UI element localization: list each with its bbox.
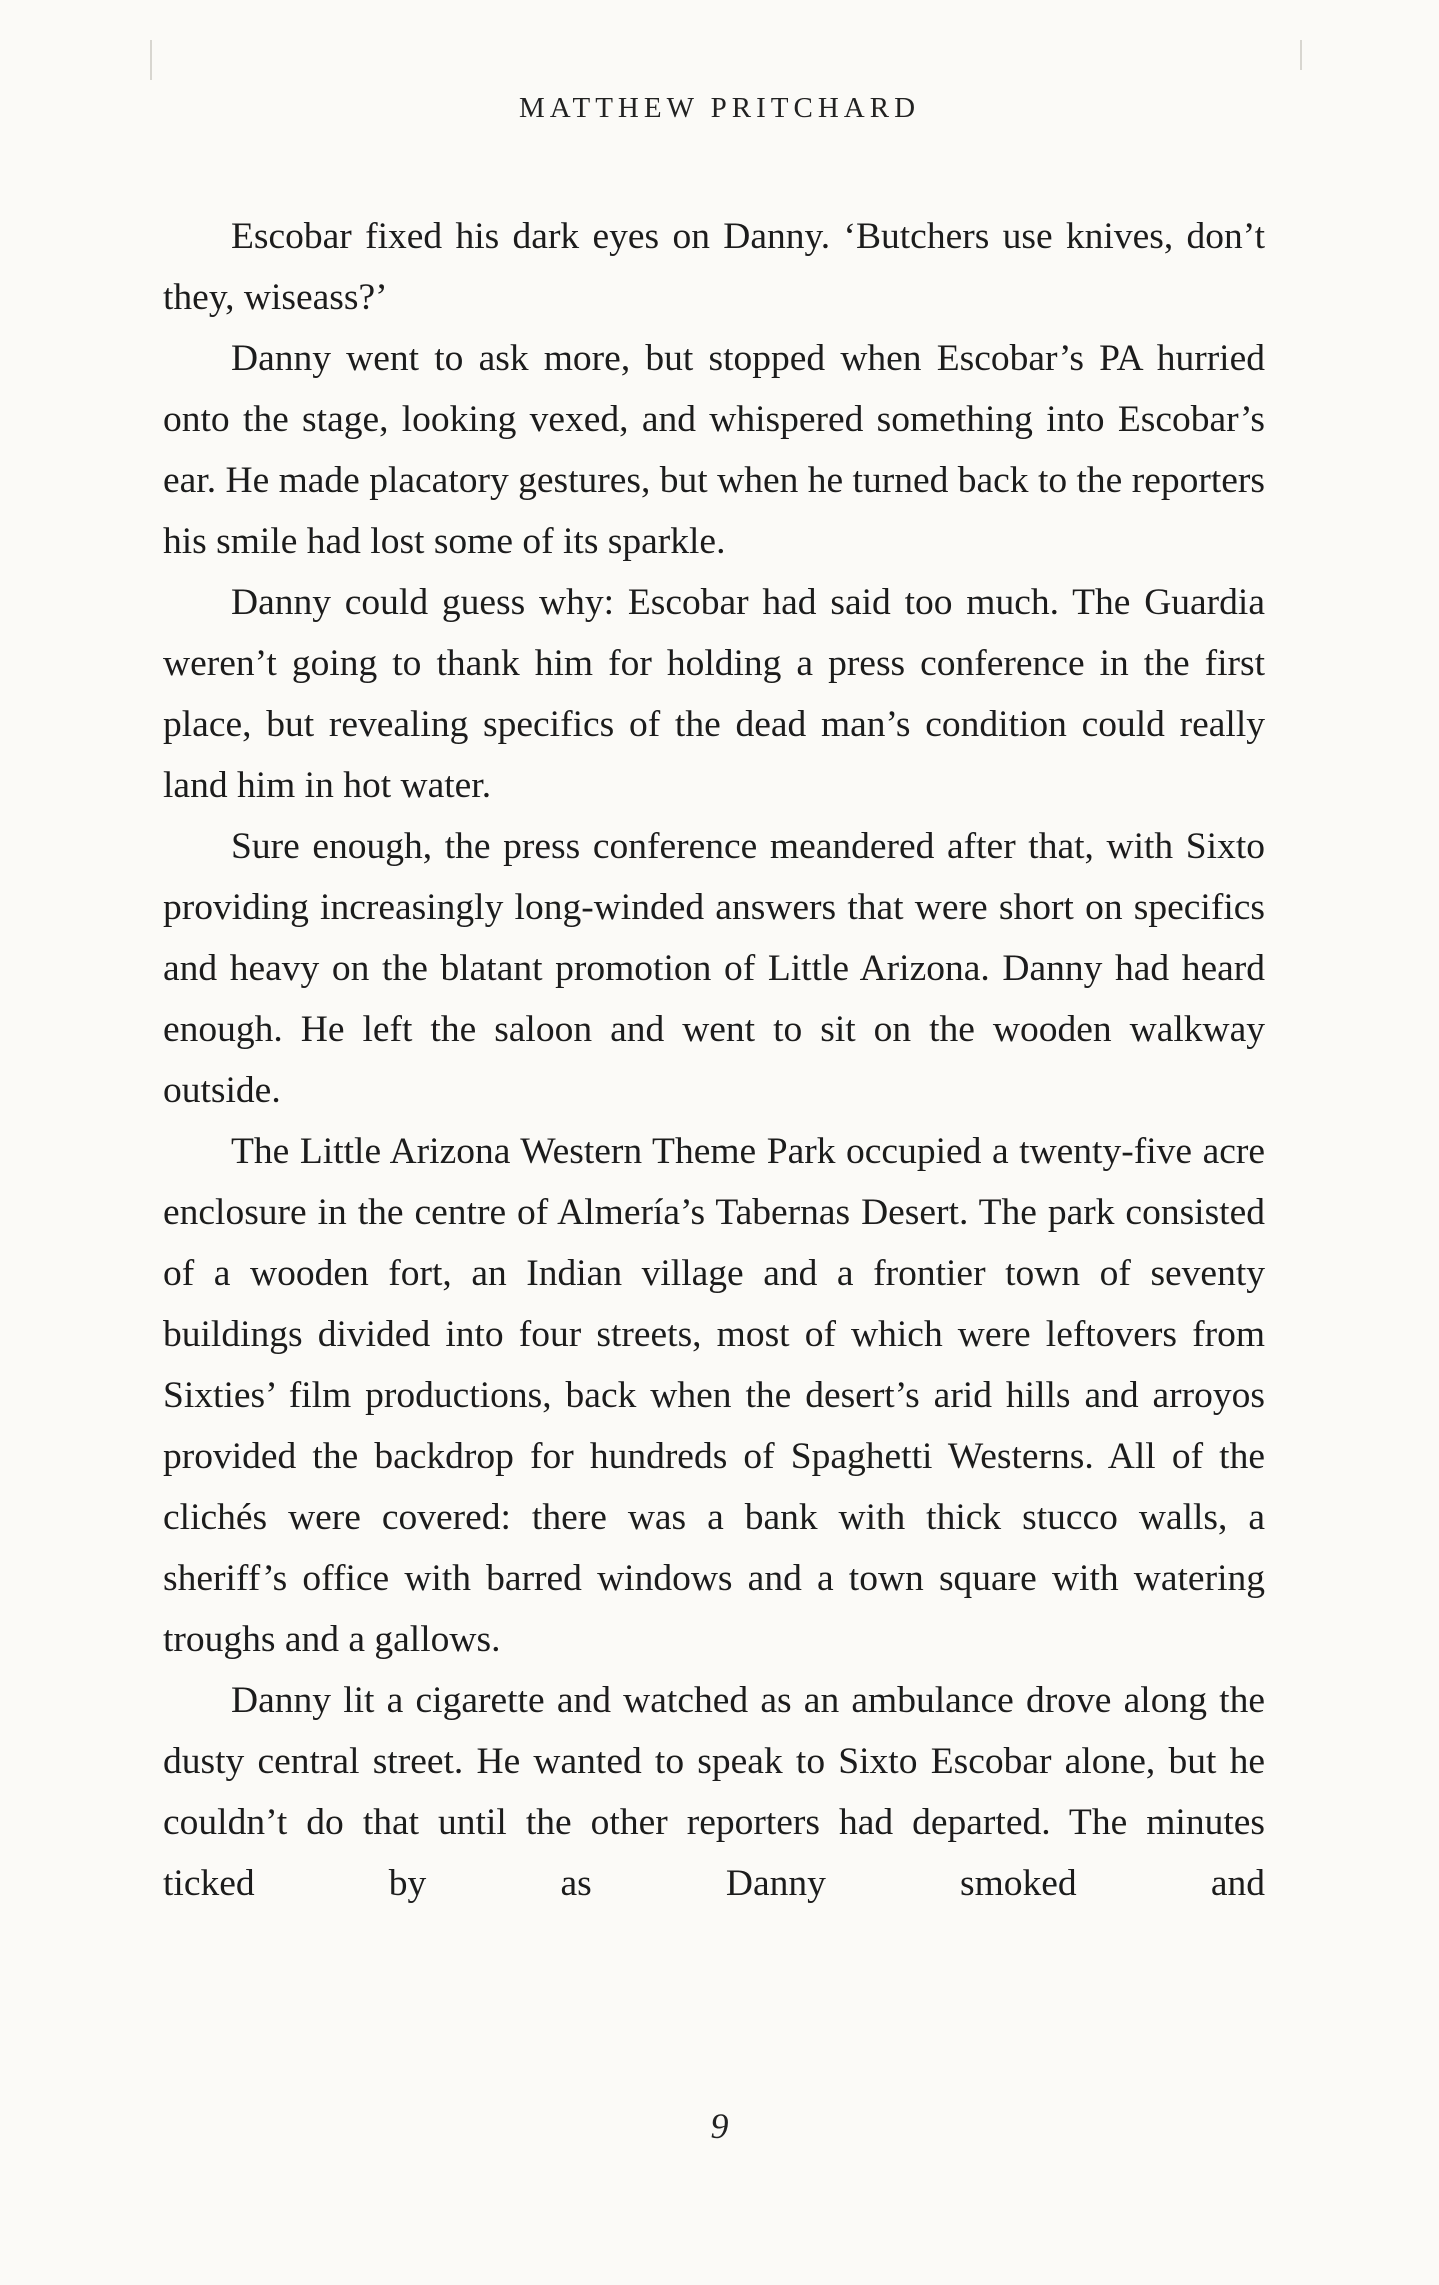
scan-mark-right [1300,40,1302,70]
page-number: 9 [710,2106,729,2146]
paragraph: The Little Arizona Western Theme Park occupied a twenty-five acre enclosure in the centre of Almería’s Tabernas Desert. The park consisted of a wooden fort, an Indian village and a frontier town of seventy buildings divided into four streets, most of which were leftovers from Sixties’ film productions, back when the desert’s arid hills and arroyos provided the backdrop for hundreds of Spaghetti Westerns. All of the clichés were covered: there was a bank with thick stucco walls, a sheriff’s office with barred windows and a town square with watering troughs and a gallows. [163,1131,1265,1660]
paragraph: Escobar fixed his dark eyes on Danny. ‘Butchers use knives, don’t they, wiseass?’ [163,216,1265,318]
paragraph: Danny could guess why: Escobar had said too much. The Guardia weren’t going to thank him for holding a press conference in the first place, but revealing specifics of the dead man’s condition could really land him in hot water. [163,582,1265,806]
paragraph: Danny lit a cigarette and watched as an ambulance drove along the dusty central street. He wanted to speak to Sixto Escobar alone, but he couldn’t do that until the other reporters had departed. The minutes ticked by as Danny smoked and [163,1680,1265,1904]
paragraph: Sure enough, the press conference meandered after that, with Sixto providing increasingly long-winded answers that were short on specifics and heavy on the blatant promotion of Little Arizona. Danny had heard enough. He left the saloon and went to sit on the wooden walkway outside. [163,826,1265,1111]
body-text [163,206,1265,1914]
paragraph: Danny went to ask more, but stopped when Escobar’s PA hurried onto the stage, looking vexed, and whispered something into Escobar’s ear. He made placatory gestures, but when he turned back to the reporters his smile had lost some of its sparkle. [163,338,1265,562]
scan-mark-left [150,40,152,80]
running-head: MATTHEW PRITCHARD [518,92,921,124]
